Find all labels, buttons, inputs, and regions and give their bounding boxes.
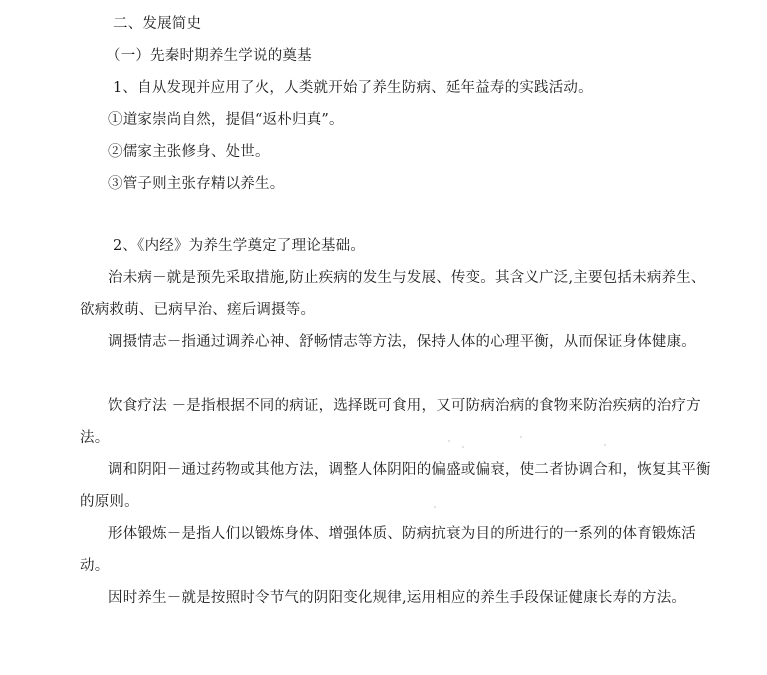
paragraph-yin-yang: 调和阴阳－通过药物或其他方法，调整人体阴阳的偏盛或偏衰，使二者协调合和，恢复其平衡的原则。 (80, 462, 711, 510)
scan-speck (448, 440, 450, 442)
subsection-title: （一）先秦时期养生学说的奠基 (106, 48, 312, 64)
paragraph-prevention: 治未病－就是预先采取措施,防止疾病的发生与发展、传变。其含义广泛,主要包括未病养生、欲病救萌、已病早治、瘥后调摄等。 (80, 270, 706, 318)
scan-speck (462, 446, 464, 448)
paragraph-diet: 饮食疗法 －是指根据不同的病证，选择既可食用，又可防病治病的食物来防治疾病的治疗方法。 (80, 398, 701, 446)
scan-speck (520, 436, 522, 438)
paragraph-emotion: 调摄情志－指通过调养心神、舒畅情志等方法，保持人体的心理平衡，从而保证身体健康。 (108, 334, 696, 350)
item-1-sub-1: ①道家崇尚自然，提倡“返朴归真”。 (108, 112, 344, 128)
scan-speck (434, 506, 436, 508)
item-1: 1、自从发现并应用了火，人类就开始了养生防病、延年益寿的实践活动。 (113, 80, 593, 96)
item-1-sub-2: ②儒家主张修身、处世。 (108, 144, 270, 160)
section-title: 二、发展简史 (113, 16, 202, 32)
scan-speck (604, 444, 606, 446)
paragraph-season: 因时养生－就是按照时令节气的阴阳变化规律,运用相应的养生手段保证健康长寿的方法。 (108, 590, 687, 606)
item-2: 2、《内经》为养生学奠定了理论基础。 (113, 238, 366, 254)
paragraph-exercise: 形体锻炼－是指人们以锻炼身体、增强体质、防病抗衰为目的所进行的一系列的体育锻炼活动。 (80, 526, 696, 574)
item-1-sub-3: ③管子则主张存精以养生。 (108, 176, 285, 192)
